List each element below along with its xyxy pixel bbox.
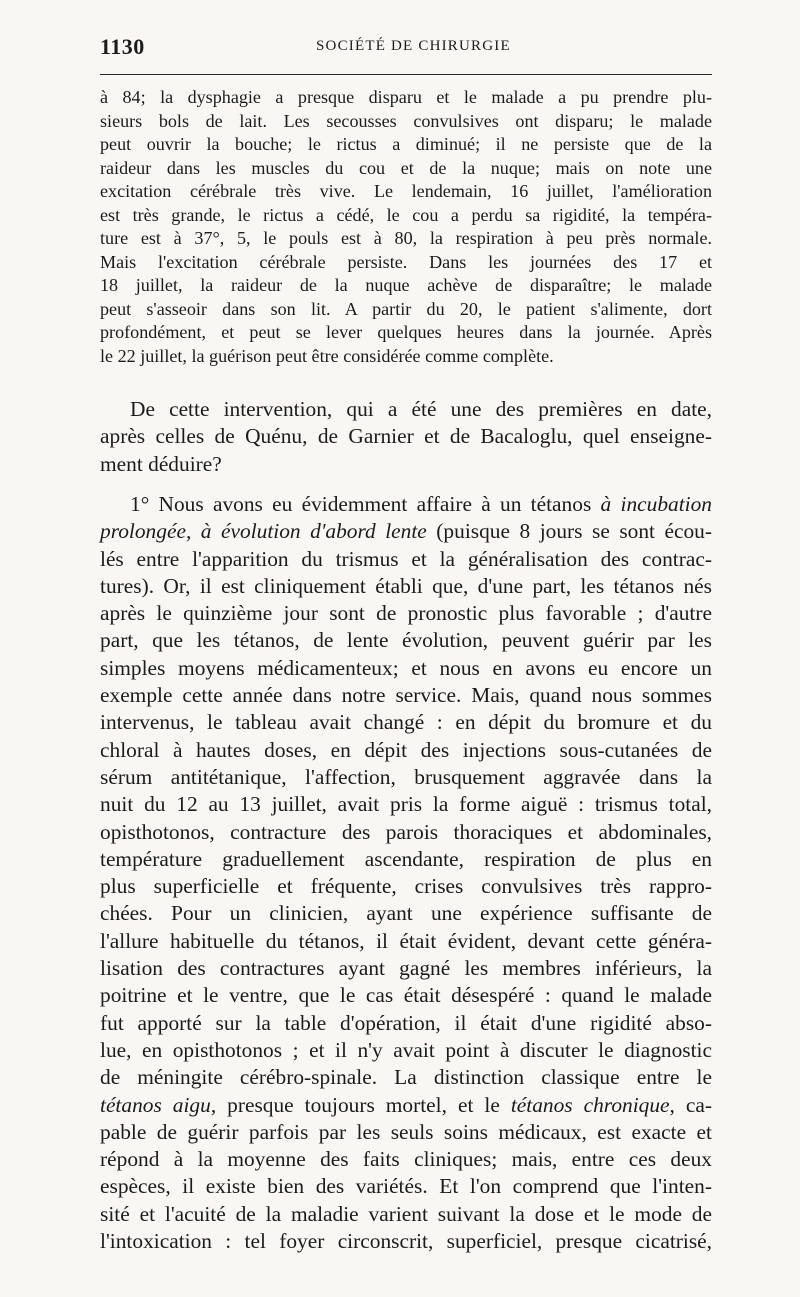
text-line — [100, 518, 712, 545]
text-line: part, que les tétanos, de lente évolution, peuvent guérir par les — [100, 628, 712, 653]
text-line — [100, 1092, 712, 1119]
text-run: 1° Nous avons eu évidemment affaire à un tétanos — [130, 492, 601, 516]
text-line: lue, en opisthotonos ; et il n'y avait point à discuter le diagnostic — [100, 1037, 712, 1062]
paragraph-case-report — [100, 86, 712, 368]
text-run: (puisque 8 jours se sont écou- — [426, 519, 712, 544]
text-line: température graduellement ascendante, respiration de plus en — [100, 846, 712, 871]
italic-text: tétanos chronique — [510, 1092, 670, 1117]
text-line: poitrine et le ventre, que le cas était désespéré : quand le malade — [100, 983, 712, 1008]
text-line: le 22 juillet, la guérison peut être considérée comme complète. — [100, 345, 554, 366]
text-line: De cette intervention, qui a été une des premières en date, — [130, 397, 712, 421]
text-line: à 84; la dysphagie a presque disparu et le malade a pu prendre plu- — [100, 87, 712, 107]
text-line: répond à la moyenne des faits cliniques; mais, entre ces deux — [100, 1147, 712, 1172]
text-line — [100, 491, 712, 518]
text-line: raideur dans les muscles du cou et de la nuque; mais on note une — [100, 157, 712, 178]
text-line: sérum antitétanique, l'affection, brusquement aggravée dans la — [100, 764, 712, 789]
text-line: après celles de Quénu, de Garnier et de Bacaloglu, quel enseigne- — [100, 424, 712, 449]
text-line: opisthotonos, contracture des parois thoraciques et abdominales, — [100, 819, 712, 844]
text-line: profondément, et peut se lever quelques heures dans la journée. Après — [100, 322, 712, 342]
text-line: ture est à 37°, 5, le pouls est à 80, la respiration à peu près normale. — [100, 228, 712, 248]
running-title: SOCIÉTÉ DE CHIRURGIE — [316, 38, 511, 54]
text-line: chloral à hautes doses, en dépit des injections sous-cutanées de — [100, 737, 712, 762]
text-line: excitation cérébrale très vive. Le lendemain, 16 juillet, l'amélioration — [100, 181, 712, 201]
text-line: après le quinzième jour sont de pronostic plus favorable ; d'autre — [100, 601, 712, 626]
text-line: ment déduire? — [100, 451, 222, 476]
header-rule — [100, 74, 712, 75]
text-line: sieurs bols de lait. Les secousses convulsives ont disparu; le malade — [100, 110, 712, 131]
text-line: nuit du 12 au 13 juillet, avait pris la forme aiguë : trismus total, — [100, 792, 712, 817]
text-run: , presque toujours mortel, et le — [210, 1092, 511, 1117]
text-line: chées. Pour un clinicien, ayant une expérience suffisante de — [100, 901, 712, 926]
text-line: Mais l'excitation cérébrale persiste. Dans les journées des 17 et — [100, 251, 712, 272]
text-line: lisation des contractures ayant gagné les membres inférieurs, la — [100, 956, 712, 981]
text-line: exemple cette année dans notre service. Mais, quand nous sommes — [100, 683, 712, 708]
text-line: l'allure habituelle du tétanos, il était évident, devant cette généra- — [100, 928, 712, 953]
page-number: 1130 — [100, 34, 145, 59]
text-line: simples moyens médicamenteux; et nous en avons eu encore un — [100, 655, 712, 680]
text-line: lés entre l'apparition du trismus et la généralisation des contrac- — [100, 546, 712, 571]
page-header — [100, 34, 712, 64]
text-line: intervenus, le tableau avait changé : en dépit du bromure et du — [100, 710, 712, 735]
text-line: peut ouvrir la bouche; le rictus a diminué; il ne persiste que de la — [100, 134, 712, 154]
text-line: de méningite cérébro-spinale. La distinction classique entre le — [100, 1065, 712, 1090]
text-line: fut apporté sur la table d'opération, il était d'une rigidité abso- — [100, 1010, 712, 1035]
text-line: 18 juillet, la raideur de la nuque achève de disparaître; le malade — [100, 275, 712, 295]
text-run: , ca- — [669, 1092, 712, 1117]
text-line: l'intoxication : tel foyer circonscrit, superficiel, presque cicatrisé, — [100, 1229, 712, 1254]
italic-text: tétanos aigu — [100, 1092, 211, 1117]
paragraph-question — [100, 396, 712, 478]
text-line: sité et l'acuité de la maladie varient suivant la dose et le mode de — [100, 1201, 712, 1226]
text-line: tures). Or, il est cliniquement établi que, d'une part, les tétanos nés — [100, 573, 712, 598]
text-line: plus superficielle et fréquente, crises convulsives très rappro- — [100, 874, 712, 899]
italic-text: prolongée, à évolution d'abord lente — [100, 519, 427, 544]
paragraph-discussion — [100, 491, 712, 1255]
text-line: pable de guérir parfois par les seuls soins médicaux, est exacte et — [100, 1119, 712, 1144]
text-line: peut s'asseoir dans son lit. A partir du 20, le patient s'alimente, dort — [100, 298, 712, 319]
text-line: espèces, il existe bien des variétés. Et l'on comprend que l'inten- — [100, 1174, 712, 1199]
italic-text: à incubation — [600, 492, 713, 516]
text-line: est très grande, le rictus a cédé, le cou a perdu sa rigidité, la tempéra- — [100, 204, 712, 225]
